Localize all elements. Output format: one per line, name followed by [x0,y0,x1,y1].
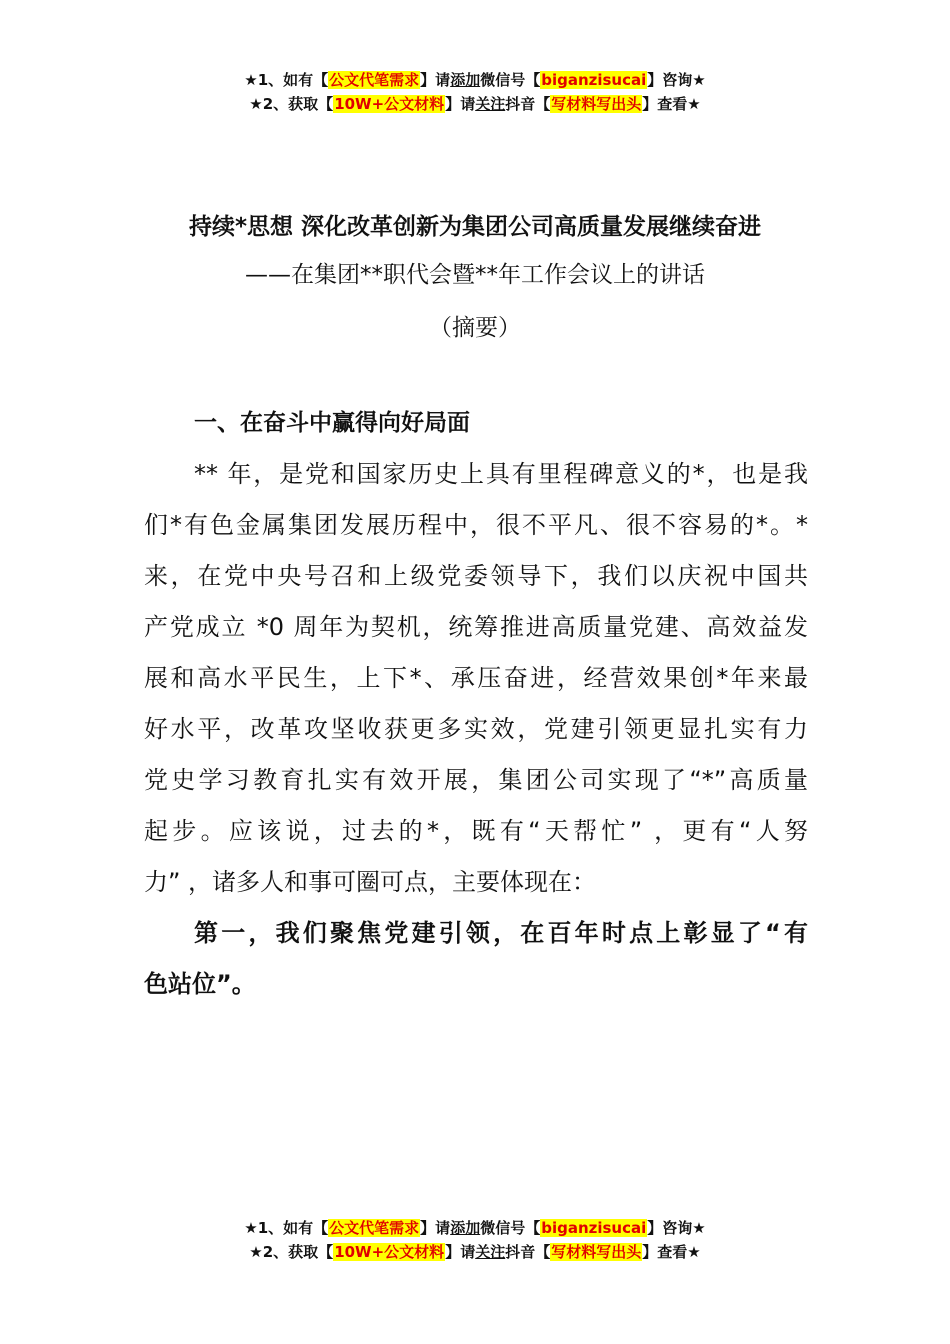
banner-line-1 [0,1216,950,1240]
paragraph-line: ** 年，是党和国家历史上具有里程碑意义的*，也是我 [194,460,808,488]
banner-text: 】请 [420,71,451,89]
banner-line-2 [0,1240,950,1264]
paragraph-line: 起步。应该说，过去的*，既有“天帮忙” ，更有“人努 [144,817,808,845]
banner-text: 】咨询★ [647,1219,706,1237]
banner-text: ★1、如有【 [244,71,329,89]
paragraph-line: 来，在党中央号召和上级党委领导下，我们以庆祝中国共 [144,562,808,590]
banner-highlight: 10W+公文材料 [334,1243,445,1261]
document-body [144,455,808,1016]
document-title: 持续*思想 深化改革创新为集团公司高质量发展继续奋进 [188,214,762,240]
paragraph-line: 力” ，诸多人和事可圈可点，主要体现在： [144,868,597,896]
point-heading-line: 色站位”。 [144,970,256,998]
banner-text: ★2、获取【 [249,95,334,113]
banner-text: 】请 [445,95,476,113]
document-subtitle: ——在集团**职代会暨**年工作会议上的讲话 [245,262,705,288]
banner-line-1 [0,68,950,92]
banner-text: 】查看★ [642,1243,701,1261]
banner-text: 微信号【 [480,71,541,89]
banner-highlight: 写材料写出头 [551,95,642,113]
banner-underlined-text: 添加 [450,71,481,89]
banner-highlight: biganzisucai [541,1219,647,1237]
banner-highlight: 公文代笔需求 [329,1219,420,1237]
paragraph-line: 们*有色金属集团发展历程中，很不平凡、很不容易的*。* [144,511,808,539]
header-banner [0,68,950,116]
banner-highlight: biganzisucai [541,71,647,89]
point-heading-line: 第一，我们聚焦党建引领，在百年时点上彰显了“有 [194,919,808,947]
banner-highlight: 写材料写出头 [551,1243,642,1261]
banner-text: 】请 [420,1219,451,1237]
abstract-label: （摘要） [429,315,521,341]
footer-banner [0,1216,950,1264]
paragraph-line: 展和高水平民生，上下*、承压奋进，经营效果创*年来最 [144,664,808,692]
paragraph-line: 党史学习教育扎实有效开展，集团公司实现了“*”高质量 [144,766,808,794]
banner-text: 】请 [445,1243,476,1261]
banner-text: 微信号【 [480,1219,541,1237]
banner-underlined-text: 关注 [475,95,506,113]
banner-text: 】查看★ [642,95,701,113]
paragraph-line: 产党成立 *0 周年为契机，统筹推进高质量党建、高效益发 [144,613,808,641]
banner-underlined-text: 添加 [450,1219,481,1237]
banner-highlight: 10W+公文材料 [334,95,445,113]
banner-text: 】咨询★ [647,71,706,89]
banner-underlined-text: 关注 [475,1243,506,1261]
banner-highlight: 公文代笔需求 [329,71,420,89]
banner-text: ★2、获取【 [249,1243,334,1261]
section-heading: 一、在奋斗中赢得向好局面 [194,410,470,436]
banner-text: ★1、如有【 [244,1219,329,1237]
banner-text: 抖音【 [505,1243,551,1261]
paragraph-line: 好水平，改革攻坚收获更多实效，党建引领更显扎实有力 [144,715,808,743]
banner-text: 抖音【 [505,95,551,113]
banner-line-2 [0,92,950,116]
